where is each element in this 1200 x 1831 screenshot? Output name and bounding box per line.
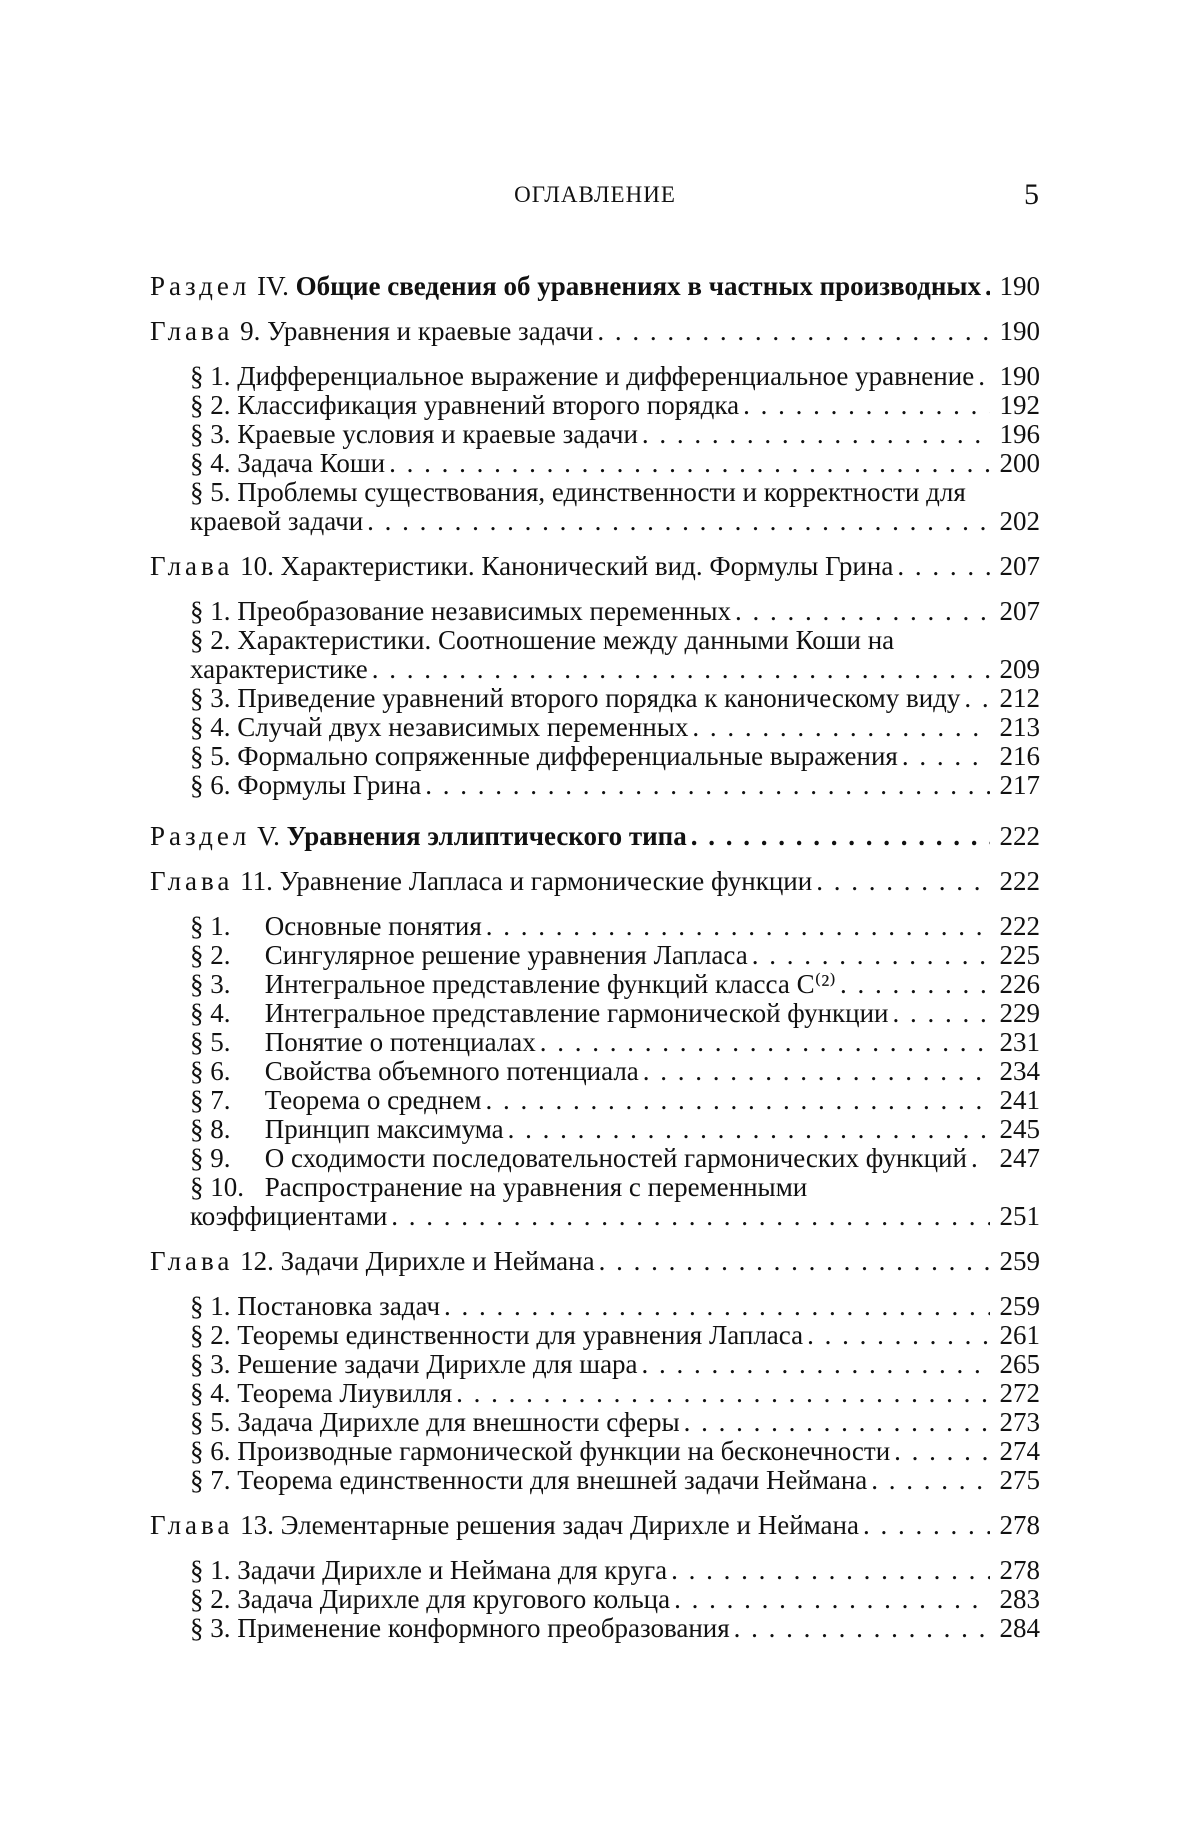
entry-title: Теорема единственности для внешней задачи Неймана . . . [237,1466,867,1495]
toc-entry-text [190,391,990,420]
entry-title: Задача Дирихле для внешности сферы . . . [237,1408,679,1437]
entry-title: Приведение уравнений второго порядка к каноническому виду . . . [237,684,960,713]
entry-title: Формально сопряженные дифференциальные выражения . . . [237,742,898,771]
chapter-number: 11. [240,867,273,896]
entry-page-number: 217 [990,771,1040,800]
toc-entry-text [190,1086,990,1115]
section-number: § 7. [190,1466,231,1495]
entry-title: Дифференциальное выражение и дифференциальное уравнение . . . [237,362,974,391]
toc-entry-section [150,970,1040,999]
toc-entry-part [150,822,1040,851]
chapter-label: Глава [150,317,234,346]
toc-entry-text [190,1144,990,1173]
entry-page-number: 213 [990,713,1040,742]
table-of-contents [150,250,1040,1643]
toc-entry-text [190,912,990,941]
toc-entry-section [150,626,1040,684]
section-number: § 5. [190,1028,231,1057]
entry-title: Решение задачи Дирихле для шара . . . [237,1350,637,1379]
toc-entry-chapter [150,317,1040,346]
toc-entry-text [190,1379,990,1408]
toc-entry-chapter [150,552,1040,581]
entry-page-number: 226 [990,970,1040,999]
entry-page-number: 207 [990,597,1040,626]
entry-title: Задача Коши . . . [237,449,385,478]
header-page-number: 5 [1024,178,1040,211]
toc-entry-text [150,272,990,301]
entry-title: Принцип максимума . . . [265,1115,504,1144]
section-number: § 5. [190,1408,231,1437]
entry-title: Производные гармонической функции на бесконечности . . . [237,1437,890,1466]
toc-entry-section [150,391,1040,420]
entry-title: Интегральное представление гармонической функции . . . [265,999,889,1028]
toc-entry-text [190,420,990,449]
entry-title: О сходимости последовательностей гармонических функций . . . [265,1144,967,1173]
section-number: § 8. [190,1115,231,1144]
toc-entry-text [190,1321,990,1350]
section-number: § 3. [190,1614,231,1643]
entry-title: Применение конформного преобразования . . . [237,1614,729,1643]
entry-title: Задачи Дирихле и Неймана . . . [281,1247,595,1276]
chapter-number: 10. [240,552,274,581]
toc-entry-text [150,552,990,581]
toc-entry-chapter [150,1247,1040,1276]
section-number: § 3. [190,970,231,999]
toc-entry-section [150,449,1040,478]
entry-title: Понятие о потенциалах . . . [265,1028,536,1057]
entry-title: Преобразование независимых переменных . . . [237,597,731,626]
toc-entry-text [190,970,990,999]
toc-entry-text [190,1408,990,1437]
entry-page-number: 278 [990,1511,1040,1540]
toc-entry-text [190,771,990,800]
toc-entry-text [190,1115,990,1144]
entry-page-number: 190 [990,317,1040,346]
entry-page-number: 259 [990,1247,1040,1276]
entry-page-number: 283 [990,1585,1040,1614]
entry-title: Задача Дирихле для кругового кольца . . . [237,1585,670,1614]
section-number: § 4. [190,449,231,478]
section-number: § 2. [190,1321,231,1350]
entry-page-number: 265 [990,1350,1040,1379]
entry-page-number: 231 [990,1028,1040,1057]
toc-entry-text [190,449,990,478]
entry-title: Сингулярное решение уравнения Лапласа . . . [265,941,748,970]
toc-entry-section [150,1144,1040,1173]
toc-entry-section [150,742,1040,771]
entry-title: Общие сведения об уравнениях в частных производных . . . [296,272,981,301]
chapter-number: 12. [240,1247,274,1276]
section-number: § 5. [190,742,231,771]
section-number: § 6. [190,1437,231,1466]
toc-entry-text [190,1028,990,1057]
entry-page-number: 192 [990,391,1040,420]
section-number: § 1. [190,912,231,941]
toc-entry-section [150,1086,1040,1115]
section-number: § 6. [190,771,231,800]
entry-page-number: 284 [990,1614,1040,1643]
toc-entry-section [150,1379,1040,1408]
section-number: § 3. [190,1350,231,1379]
toc-entry-text [190,1556,990,1585]
entry-page-number: 278 [990,1556,1040,1585]
toc-entry-section [150,1115,1040,1144]
entry-page-number: 261 [990,1321,1040,1350]
entry-title: Характеристики. Соотношение между данными Коши на характеристике . . . [190,626,894,684]
entry-page-number: 216 [990,742,1040,771]
entry-page-number: 190 [990,362,1040,391]
entry-title: Теорема о среднем . . . [265,1086,482,1115]
toc-entry-section [150,1292,1040,1321]
entry-page-number: 241 [990,1086,1040,1115]
section-number: § 2. [190,391,231,420]
toc-entry-text [190,1350,990,1379]
toc-entry-section [150,912,1040,941]
entry-page-number: 222 [990,822,1040,851]
section-number: § 1. [190,1556,231,1585]
entry-title: Проблемы существования, единственности и корректности для краевой задачи . . . [190,478,966,536]
toc-entry-text [150,822,990,851]
toc-entry-text [190,1585,990,1614]
section-number: § 2. [190,626,231,655]
section-number: § 1. [190,362,231,391]
part-number: IV. [257,272,289,301]
toc-entry-section [150,1057,1040,1086]
toc-entry-text [190,1437,990,1466]
toc-entry-section [150,478,1040,536]
entry-title: Теорема Лиувилля . . . [237,1379,452,1408]
toc-entry-section [150,1408,1040,1437]
entry-title: Уравнение Лапласа и гармонические функции . . . [280,867,813,896]
chapter-number: 13. [240,1511,274,1540]
toc-entry-text [190,1057,990,1086]
entry-title: Теоремы единственности для уравнения Лапласа . . . [237,1321,803,1350]
entry-page-number: 196 [990,420,1040,449]
toc-entry-text [190,713,990,742]
entry-title: Задачи Дирихле и Неймана для круга . . . [237,1556,667,1585]
toc-entry-text [190,1292,990,1321]
entry-title: Интегральное представление функций класса C⁽²⁾ . . . [265,970,836,999]
part-number: V. [257,822,280,851]
toc-entry-chapter [150,867,1040,896]
section-number: § 2. [190,1585,231,1614]
toc-entry-section [150,1466,1040,1495]
entry-page-number: 212 [990,684,1040,713]
entry-title: Уравнения и краевые задачи . . . [267,317,593,346]
toc-entry-chapter [150,1511,1040,1540]
entry-page-number: 247 [990,1144,1040,1173]
toc-entry-section [150,1437,1040,1466]
toc-entry-text [190,999,990,1028]
section-number: § 6. [190,1057,231,1086]
part-label: Раздел [150,272,251,301]
entry-title: Случай двух независимых переменных . . . [237,713,688,742]
part-label: Раздел [150,822,251,851]
entry-page-number: 207 [990,552,1040,581]
entry-page-number: 274 [990,1437,1040,1466]
toc-entry-section [150,1173,1040,1231]
toc-entry-text [150,1247,990,1276]
toc-entry-text [190,362,990,391]
toc-entry-text [190,1614,990,1643]
toc-entry-section [150,1614,1040,1643]
toc-entry-text [190,684,990,713]
toc-entry-section [150,1556,1040,1585]
entry-page-number: 225 [990,941,1040,970]
toc-entry-text [150,867,990,896]
entry-title: Свойства объемного потенциала . . . [265,1057,639,1086]
toc-entry-section [150,941,1040,970]
entry-page-number: 222 [990,867,1040,896]
toc-entry-section [150,713,1040,742]
toc-entry-section [150,1350,1040,1379]
entry-page-number: 234 [990,1057,1040,1086]
entry-page-number: 251 [990,1202,1040,1231]
section-number: § 4. [190,1379,231,1408]
entry-page-number: 222 [990,912,1040,941]
entry-page-number: 273 [990,1408,1040,1437]
toc-entry-section [150,420,1040,449]
section-number: § 2. [190,941,231,970]
toc-entry-text [190,478,990,536]
entry-title: Основные понятия . . . [265,912,482,941]
running-header [150,178,1040,218]
section-number: § 3. [190,420,231,449]
entry-title: Классификация уравнений второго порядка . . . [237,391,739,420]
section-number: § 10. [190,1173,244,1202]
section-number: § 5. [190,478,231,507]
entry-page-number: 229 [990,999,1040,1028]
entry-title: Характеристики. Канонический вид. Формулы Грина . . . [281,552,894,581]
toc-entry-text [150,317,990,346]
chapter-label: Глава [150,1511,234,1540]
entry-page-number: 200 [990,449,1040,478]
toc-entry-section [150,999,1040,1028]
toc-entry-part [150,272,1040,301]
entry-page-number: 259 [990,1292,1040,1321]
section-number: § 1. [190,597,231,626]
entry-page-number: 190 [990,272,1040,301]
entry-title: Формулы Грина . . . [237,771,421,800]
toc-entry-text [190,597,990,626]
section-number: § 4. [190,713,231,742]
entry-page-number: 275 [990,1466,1040,1495]
section-number: § 9. [190,1144,231,1173]
chapter-label: Глава [150,867,234,896]
toc-entry-section [150,1028,1040,1057]
toc-entry-text [190,742,990,771]
toc-entry-section [150,684,1040,713]
entry-title: Постановка задач . . . [237,1292,440,1321]
toc-entry-section [150,597,1040,626]
entry-page-number: 202 [990,507,1040,536]
section-number: § 3. [190,684,231,713]
entry-page-number: 209 [990,655,1040,684]
entry-title: Уравнения эллиптического типа . . . [287,822,687,851]
chapter-number: 9. [240,317,261,346]
chapter-label: Глава [150,552,234,581]
toc-entry-text [190,941,990,970]
section-number: § 7. [190,1086,231,1115]
toc-entry-section [150,1585,1040,1614]
entry-page-number: 272 [990,1379,1040,1408]
toc-entry-text [190,626,990,684]
entry-title: Краевые условия и краевые задачи . . . [237,420,638,449]
entry-title: Распространение на уравнения с переменными коэффициентами . . . [190,1173,807,1231]
toc-entry-section [150,771,1040,800]
chapter-label: Глава [150,1247,234,1276]
entry-page-number: 245 [990,1115,1040,1144]
toc-entry-text [190,1173,990,1231]
toc-entry-section [150,362,1040,391]
entry-title: Элементарные решения задач Дирихле и Неймана . . . [281,1511,859,1540]
toc-entry-text [150,1511,990,1540]
section-number: § 1. [190,1292,231,1321]
section-number: § 4. [190,999,231,1028]
toc-entry-text [190,1466,990,1495]
header-title: ОГЛАВЛЕНИЕ [514,182,676,207]
toc-entry-section [150,1321,1040,1350]
